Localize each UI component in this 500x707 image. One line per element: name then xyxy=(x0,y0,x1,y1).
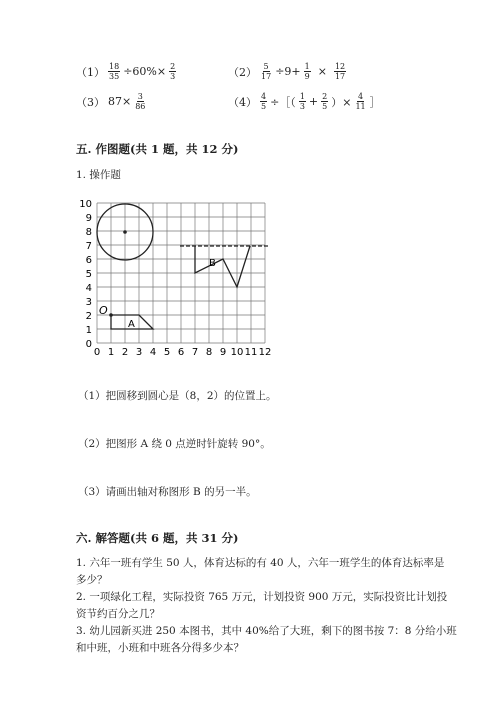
operator: ］ xyxy=(369,95,381,109)
operator: ÷［（ xyxy=(270,95,296,109)
y-tick-label: 5 xyxy=(85,269,92,280)
axis-tick-labels xyxy=(79,199,271,358)
sub-question-1: （1）把圆移到圆心是（8，2）的位置上。 xyxy=(78,390,277,402)
question-3-line-1: 3. 幼儿园新买进 250 本图书，其中 40%给了大班，剩下的图书按 7：8 分给小班 xyxy=(76,625,457,637)
denominator: 5 xyxy=(322,102,328,111)
shape-b-label: B xyxy=(209,258,216,269)
fraction xyxy=(299,92,306,111)
x-tick-label: 9 xyxy=(219,347,227,358)
section-5-title: 五. 作图题(共 1 题，共 12 分) xyxy=(76,142,239,156)
section-6-title: 六. 解答题(共 6 题，共 31 分) xyxy=(76,531,239,545)
denominator: 9 xyxy=(304,72,310,81)
y-tick-label: 6 xyxy=(85,255,92,266)
fraction xyxy=(334,62,346,81)
grid-lines xyxy=(97,203,265,343)
problem-number: （3） xyxy=(76,95,105,109)
operator: × xyxy=(317,65,327,78)
calc-problem-1 xyxy=(76,62,176,81)
operator: ÷60%× xyxy=(123,65,167,78)
point-o-dot xyxy=(109,313,113,317)
denominator: 3 xyxy=(299,102,305,111)
shape-b xyxy=(195,246,250,287)
denominator: 35 xyxy=(109,72,120,81)
fraction xyxy=(354,92,366,111)
y-tick-label: 0 xyxy=(85,339,92,350)
fraction xyxy=(169,62,176,81)
x-tick-label: 3 xyxy=(135,347,143,358)
sub-question-3: （3）请画出轴对称图形 B 的另一半。 xyxy=(78,486,257,498)
circle-center-dot xyxy=(123,230,127,234)
y-tick-label: 1 xyxy=(85,325,92,336)
y-tick-label: 8 xyxy=(85,227,92,238)
numerator: 12 xyxy=(334,62,346,71)
y-tick-label: 4 xyxy=(85,283,92,294)
numerator: 3 xyxy=(137,92,143,101)
question-1-line-2: 多少？ xyxy=(76,574,108,586)
x-tick-label: 11 xyxy=(244,347,258,358)
numerator: 18 xyxy=(109,62,120,71)
denominator: 86 xyxy=(135,102,146,111)
y-tick-label: 10 xyxy=(79,199,92,210)
problem-number: （2） xyxy=(228,65,257,79)
question-label: 1. 操作题 xyxy=(76,169,121,181)
y-tick-label: 3 xyxy=(85,297,92,308)
operator: ÷9+ xyxy=(275,65,301,78)
fraction xyxy=(321,92,328,111)
denominator: 17 xyxy=(261,72,272,81)
fraction xyxy=(304,62,311,81)
fraction xyxy=(108,62,120,81)
denominator: 11 xyxy=(355,102,366,111)
x-tick-label: 12 xyxy=(258,347,272,358)
denominator: 17 xyxy=(334,72,346,81)
numerator: 5 xyxy=(263,62,269,71)
numerator: 2 xyxy=(170,62,176,71)
numerator: 4 xyxy=(261,92,267,101)
calc-problem-4 xyxy=(228,92,381,111)
x-tick-label: 2 xyxy=(121,347,129,358)
point-o-label: O xyxy=(99,304,108,317)
operator: ）× xyxy=(331,95,352,109)
y-tick-label: 7 xyxy=(85,241,92,252)
question-1-line-1: 1. 六年一班有学生 50 人，体育达标的有 40 人，六年一班学生的体育达标率是 xyxy=(76,557,445,569)
x-tick-label: 5 xyxy=(163,347,171,358)
question-2-line-1: 2. 一项绿化工程，实际投资 765 万元，计划投资 900 万元，实际投资比计划投 xyxy=(76,591,448,603)
y-tick-label: 2 xyxy=(85,311,92,322)
x-tick-label: 0 xyxy=(93,347,101,358)
denominator: 5 xyxy=(261,102,267,111)
x-tick-label: 8 xyxy=(205,347,213,358)
shape-a-label: A xyxy=(128,319,135,330)
operator: + xyxy=(308,95,319,108)
fraction xyxy=(134,92,146,111)
numerator: 4 xyxy=(357,92,364,101)
operator: 87× xyxy=(108,95,132,108)
numerator: 2 xyxy=(322,92,328,101)
coordinate-grid xyxy=(70,196,270,358)
problem-number: （1） xyxy=(76,65,105,79)
x-tick-label: 7 xyxy=(191,347,199,358)
question-3-line-2: 和中班，小班和中班各分得多少本？ xyxy=(76,642,244,654)
calc-problem-3 xyxy=(76,92,146,111)
problem-number: （4） xyxy=(228,95,257,109)
numerator: 1 xyxy=(299,92,305,101)
question-2-line-2: 资节约百分之几？ xyxy=(76,608,160,620)
fraction xyxy=(260,62,272,81)
x-tick-label: 6 xyxy=(177,347,185,358)
x-tick-label: 1 xyxy=(107,347,115,358)
x-tick-label: 10 xyxy=(230,347,244,358)
calc-problem-2 xyxy=(228,62,346,81)
y-tick-label: 9 xyxy=(85,213,92,224)
sub-question-2: （2）把图形 A 绕 0 点逆时针旋转 90°。 xyxy=(78,438,271,450)
denominator: 3 xyxy=(170,72,176,81)
x-tick-label: 4 xyxy=(149,347,157,358)
fraction xyxy=(260,92,267,111)
numerator: 1 xyxy=(304,62,310,71)
